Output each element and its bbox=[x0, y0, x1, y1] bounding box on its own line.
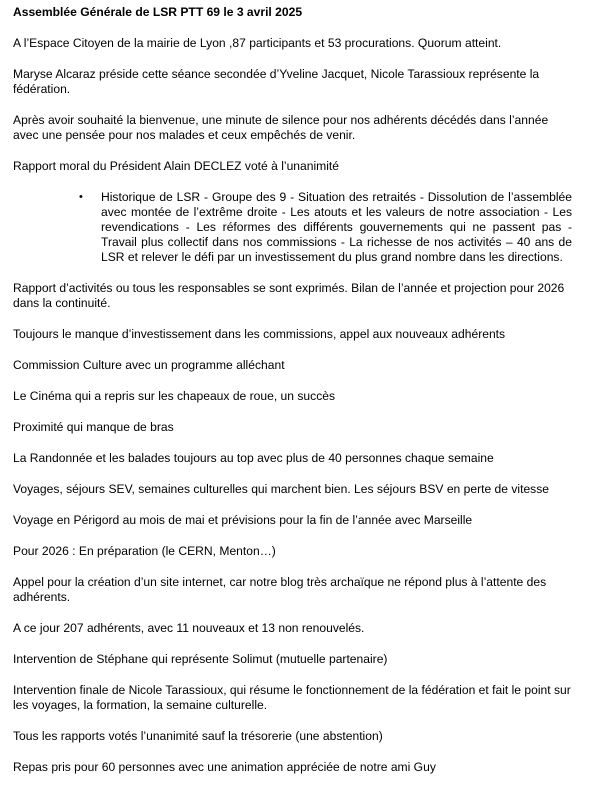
paragraph-2026: Pour 2026 : En préparation (le CERN, Menton…) bbox=[13, 544, 276, 558]
paragraph-votes: Tous les rapports votés l’unanimité sauf la trésorerie (une abstention) bbox=[13, 729, 383, 743]
paragraph-cinema: Le Cinéma qui a repris sur les chapeaux de roue, un succès bbox=[13, 389, 336, 403]
paragraph-perigord: Voyage en Périgord au mois de mai et prévisions pour la fin de l’année avec Marseille bbox=[13, 513, 473, 527]
paragraph-solimut: Intervention de Stéphane qui représente Solimut (mutuelle partenaire) bbox=[13, 652, 388, 666]
document-title: Assemblée Générale de LSR PTT 69 le 3 avril 2025 bbox=[13, 5, 303, 19]
paragraph-culture: Commission Culture avec un programme alléchant bbox=[13, 358, 285, 372]
bullet-list-item bbox=[13, 190, 572, 265]
paragraph-welcome: Après avoir souhaité la bienvenue, une minute de silence pour nos adhérents décédés dans l’année avec une pensée pour nos malades et ceux empêchés de venir. bbox=[13, 113, 549, 142]
paragraph-activity-report: Rapport d’activités ou tous les responsables se sont exprimés. Bilan de l’année et projection pour 2026 dans la continuité. bbox=[13, 281, 565, 310]
paragraph-proximity: Proximité qui manque de bras bbox=[13, 420, 174, 434]
paragraph-federation: Intervention finale de Nicole Tarassioux, qui résume le fonctionnement de la fédération et fait le point sur les voyages, la formation, la semaine culturelle. bbox=[13, 683, 571, 712]
paragraph-location: A l’Espace Citoyen de la mairie de Lyon ,87 participants et 53 procurations. Quorum atteint. bbox=[13, 36, 502, 50]
paragraph-moral-report: Rapport moral du Président Alain DECLEZ voté à l’unanimité bbox=[13, 159, 340, 173]
paragraph-meal: Repas pris pour 60 personnes avec une animation appréciée de notre ami Guy bbox=[13, 760, 436, 774]
paragraph-hiking: La Randonnée et les balades toujours au top avec plus de 40 personnes chaque semaine bbox=[13, 451, 494, 465]
paragraph-investment: Toujours le manque d’investissement dans les commissions, appel aux nouveaux adhérents bbox=[13, 327, 506, 341]
paragraph-travel: Voyages, séjours SEV, semaines culturelles qui marchent bien. Les séjours BSV en perte de vitesse bbox=[13, 482, 550, 496]
bullet-marker: • bbox=[79, 191, 83, 203]
bullet-text: Historique de LSR - Groupe des 9 - Situation des retraités - Dissolution de l’assemblée avec montée de l’extrême droite - Les atouts et les valeurs de notre association - Les revendications - Les réformes des différents gouvernements qui ne passent pas - Travail plus collectif dans nos commissions - La richesse de nos activités – 40 ans de LSR et relever le défi par un investissement du plus grand nombre dans les directions. bbox=[101, 190, 572, 264]
paragraph-website: Appel pour la création d’un site internet, car notre blog très archaïque ne répond plus à l’attente des adhérents. bbox=[13, 575, 547, 604]
paragraph-presidency: Maryse Alcaraz préside cette séance secondée d’Yveline Jacquet, Nicole Tarassioux représente la fédération. bbox=[13, 67, 540, 96]
paragraph-members: A ce jour 207 adhérents, avec 11 nouveaux et 13 non renouvelés. bbox=[13, 621, 365, 635]
